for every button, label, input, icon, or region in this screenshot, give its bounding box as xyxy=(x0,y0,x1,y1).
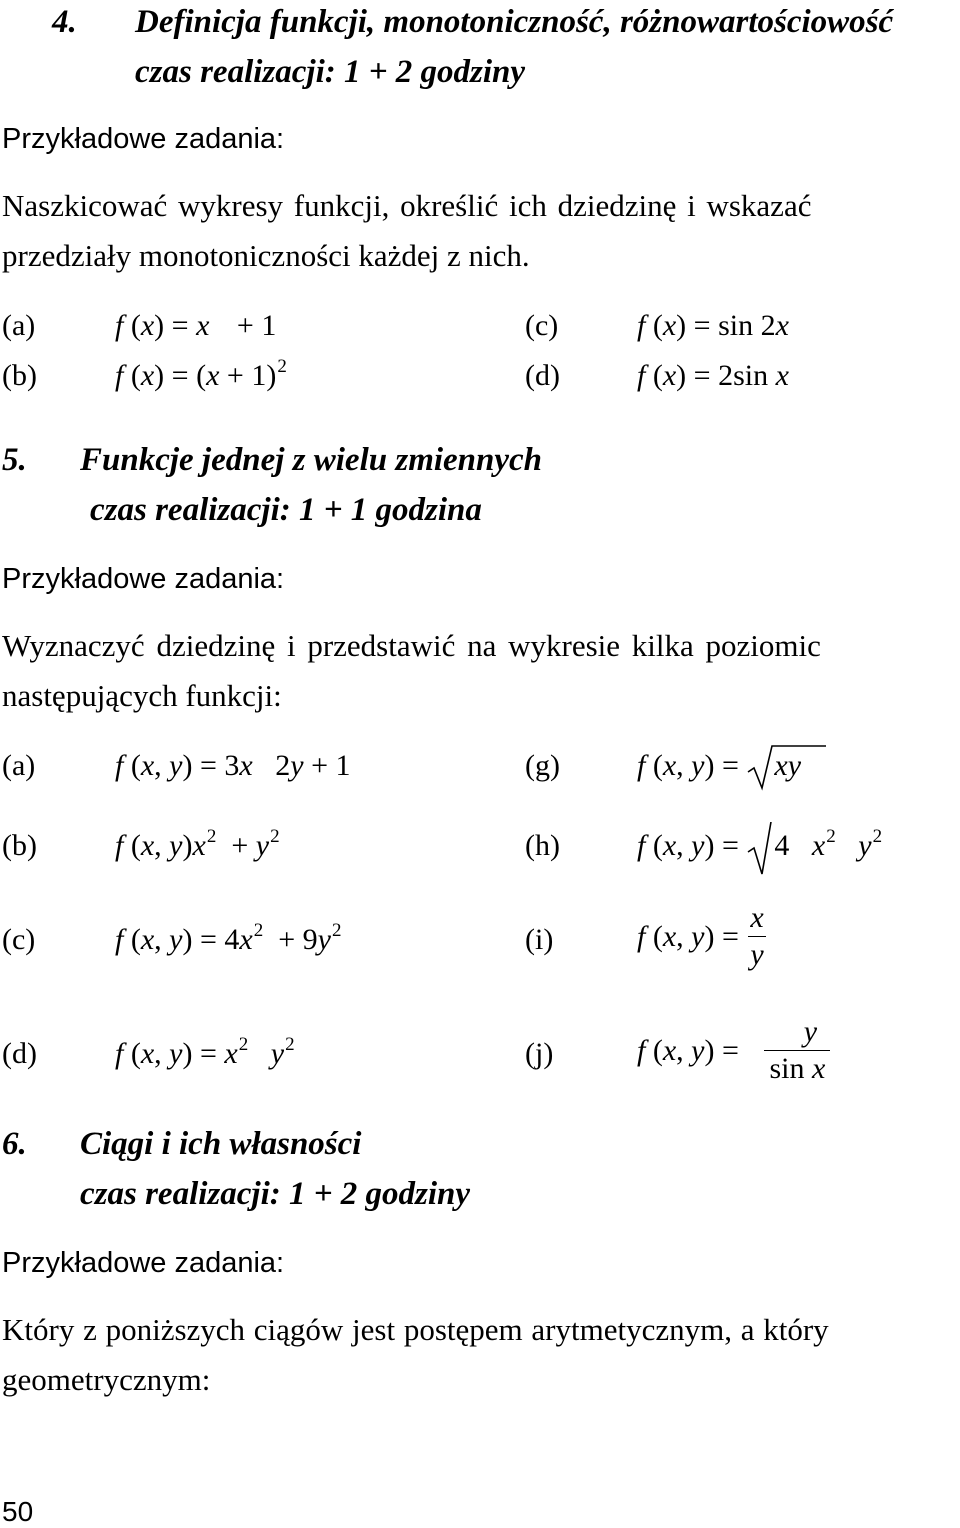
section-6-task-line-2: geometrycznym: xyxy=(2,1362,211,1397)
section-5-item-g-formula: f (x, y) = xy xyxy=(637,748,805,784)
section-6-time: czas realizacji: 1 + 2 godziny xyxy=(80,1176,471,1212)
section-5-item-c-label: (c) xyxy=(2,923,36,956)
section-4-number: 4. xyxy=(52,4,77,40)
section-5-item-i-formula: f (x, y) = $\frac{x}{y}$ xyxy=(637,901,764,971)
section-6-examples-label: Przykładowe zadania: xyxy=(2,1247,285,1279)
section-5-item-h-formula: f (x, y) = 4 $x^2$ $y^2$ xyxy=(637,828,886,868)
section-4-item-a-formula: f (x) = x + 1 xyxy=(115,309,277,342)
section-5-title: Funkcje jednej z wielu zmiennych xyxy=(80,442,543,478)
section-5-time: czas realizacji: 1 + 1 godzina xyxy=(90,492,482,528)
section-6-task-line-1: Który z poniższych ciągów jest postępem arytmetycznym, a który xyxy=(2,1312,829,1347)
section-4-task-line-1: Naszkicować wykresy funkcji, określić ich dziedzinę i wskazać xyxy=(2,188,812,223)
section-5-task-line-2: następujących funkcji: xyxy=(2,678,282,713)
section-4-item-d-formula: f (x) = 2sin x xyxy=(637,359,789,392)
section-5-item-b-label: (b) xyxy=(2,829,37,862)
section-5-examples-label: Przykładowe zadania: xyxy=(2,563,285,595)
section-5-item-b-formula: f (x, $y)x^2 + y^2$ xyxy=(115,826,280,862)
section-5-number: 5. xyxy=(2,442,27,478)
section-6-title: Ciągi i ich własności xyxy=(80,1126,362,1162)
page-number: 50 xyxy=(2,1496,34,1527)
section-5-item-a-label: (a) xyxy=(2,749,36,782)
section-5-item-d-formula: f (x, $y) = x^2$ $y^2$ xyxy=(115,1034,295,1070)
section-5-item-d-label: (d) xyxy=(2,1037,37,1070)
section-5-item-g-label: (g) xyxy=(525,749,560,782)
section-5-item-c-formula: f (x, $y) = 4x^2 + 9y^2$ xyxy=(115,920,342,956)
section-4-item-c-formula: f (x) = sin 2x xyxy=(637,309,789,342)
section-6-number: 6. xyxy=(2,1126,27,1162)
section-4-time: czas realizacji: 1 + 2 godziny xyxy=(135,54,526,90)
section-5-task-line-1: Wyznaczyć dziedzinę i przedstawić na wykresie kilka poziomic xyxy=(2,628,821,663)
section-5-item-j-formula: f (x, y) = $\frac{y}{\text{sin x}}$ xyxy=(637,1014,832,1087)
section-4-title: Definicja funkcji, monotoniczność, różnowartościowość xyxy=(135,4,894,40)
section-4-item-b-formula: f $(x) = (x + 1)^2$ xyxy=(115,356,287,392)
section-5-item-j-label: (j) xyxy=(525,1037,554,1070)
section-5-item-i-label: (i) xyxy=(525,923,554,956)
section-4-task-line-2: przedziały monotoniczności każdej z nich. xyxy=(2,238,530,273)
section-4-examples-label: Przykładowe zadania: xyxy=(2,123,285,155)
section-4-item-d-label: (d) xyxy=(525,359,560,392)
section-5-item-a-formula: f (x, y) = 3x 2y + 1 xyxy=(115,749,351,782)
section-4-item-a-label: (a) xyxy=(2,309,36,342)
section-5-item-h-label: (h) xyxy=(525,829,560,862)
section-4-item-b-label: (b) xyxy=(2,359,37,392)
section-4-item-c-label: (c) xyxy=(525,309,559,342)
